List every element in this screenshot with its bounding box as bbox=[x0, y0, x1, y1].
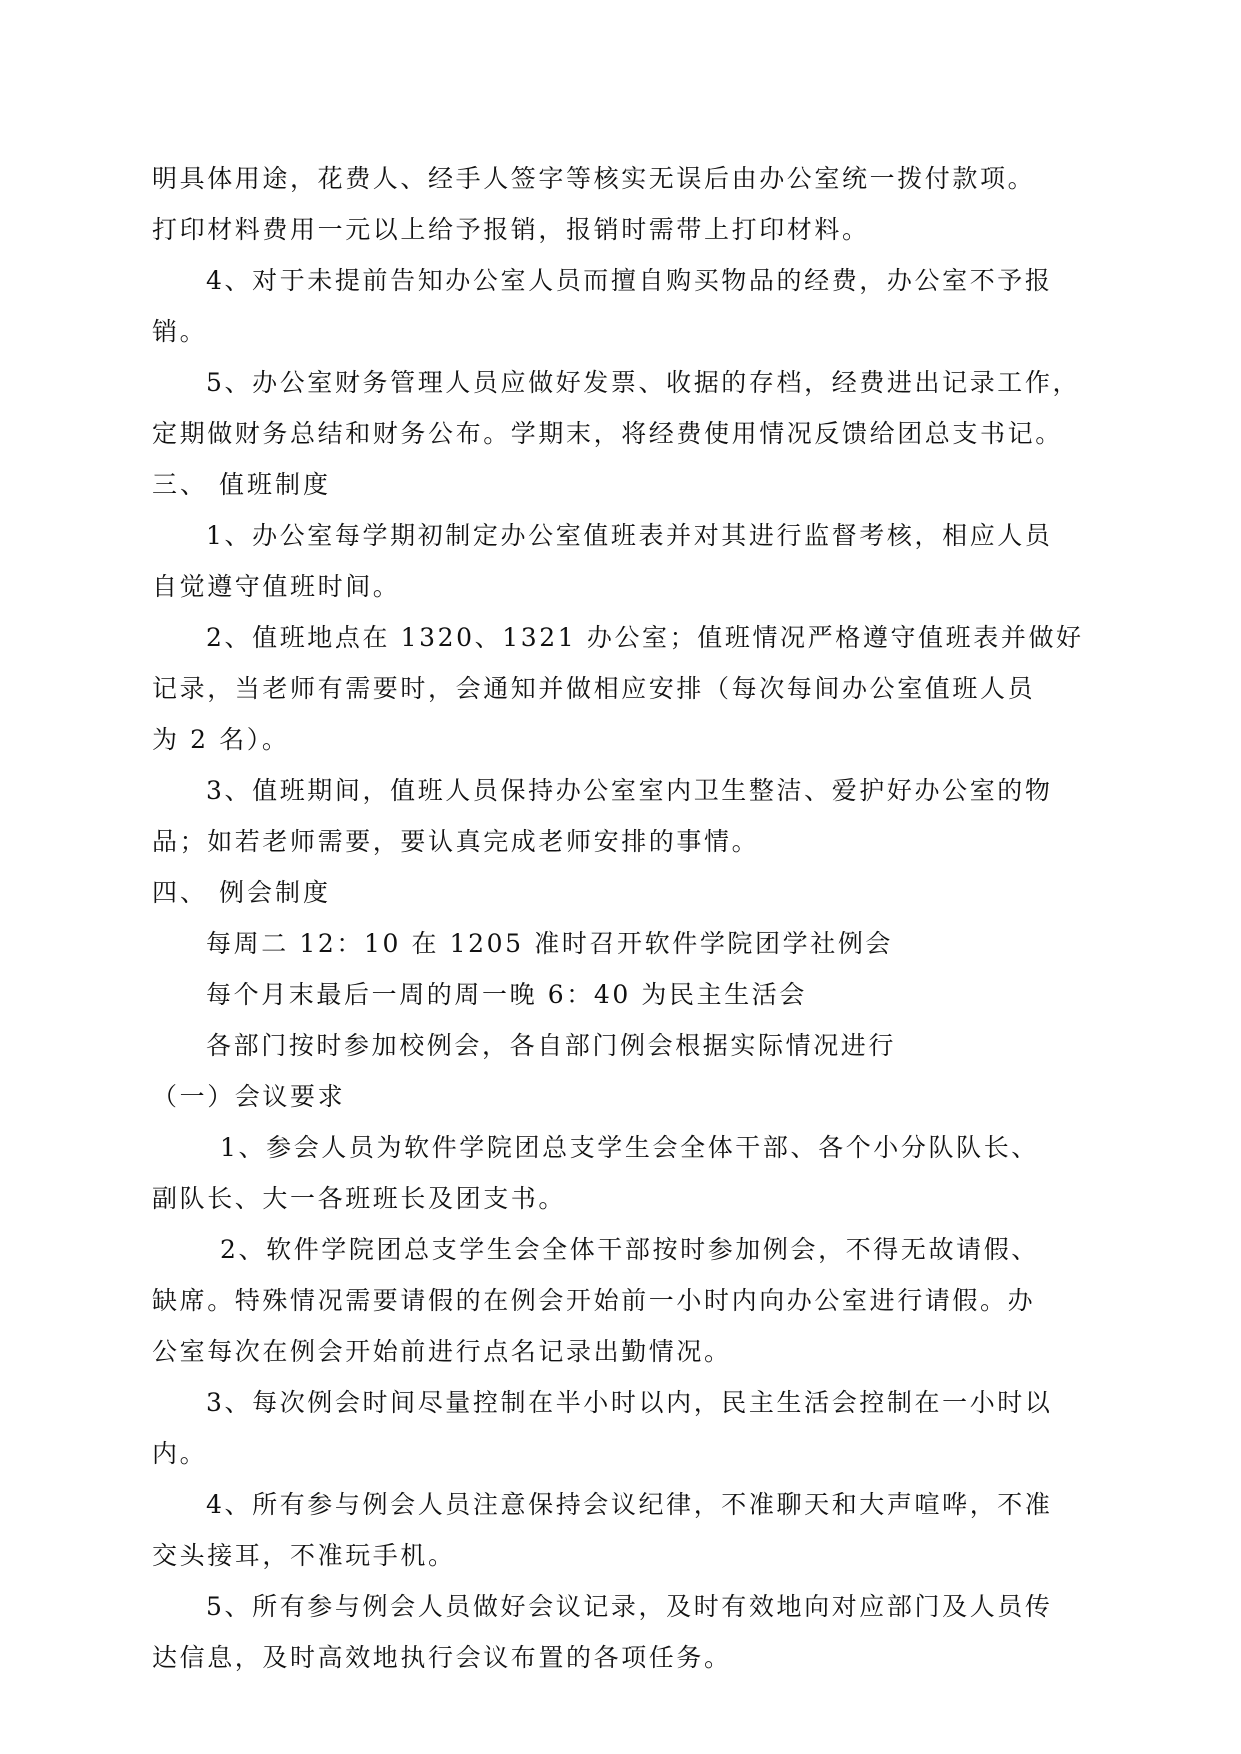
body-line: 明具体用途，花费人、经手人签字等核实无误后由办公室统一拨付款项。 bbox=[152, 164, 1036, 193]
body-line: 各部门按时参加校例会，各自部门例会根据实际情况进行 bbox=[206, 1031, 897, 1060]
body-line: 2、值班地点在 1320、1321 办公室；值班情况严格遵守值班表并做好 bbox=[206, 623, 1084, 652]
body-line: 5、办公室财务管理人员应做好发票、收据的存档，经费进出记录工作， bbox=[206, 368, 1081, 397]
subsection-heading: （一）会议要求 bbox=[152, 1082, 346, 1111]
body-line: 每个月末最后一周的周一晚 6：40 为民主生活会 bbox=[206, 980, 808, 1009]
body-line: 1、办公室每学期初制定办公室值班表并对其进行监督考核，相应人员 bbox=[206, 521, 1053, 550]
body-line: 每周二 12：10 在 1205 准时召开软件学院团学社例会 bbox=[206, 929, 894, 958]
body-line: 自觉遵守值班时间。 bbox=[152, 572, 401, 601]
body-line: 公室每次在例会开始前进行点名记录出勤情况。 bbox=[152, 1337, 732, 1366]
body-line: 记录，当老师有需要时，会通知并做相应安排（每次每间办公室值班人员 bbox=[152, 674, 1036, 703]
body-line: 达信息，及时高效地执行会议布置的各项任务。 bbox=[152, 1643, 732, 1672]
body-line: 为 2 名）。 bbox=[152, 725, 290, 754]
body-line: 3、每次例会时间尽量控制在半小时以内，民主生活会控制在一小时以 bbox=[206, 1388, 1053, 1417]
body-line: 内。 bbox=[152, 1439, 208, 1468]
body-line: 定期做财务总结和财务公布。学期末，将经费使用情况反馈给团总支书记。 bbox=[152, 419, 1063, 448]
body-line: 3、值班期间，值班人员保持办公室室内卫生整洁、爱护好办公室的物 bbox=[206, 776, 1053, 805]
body-line: 交头接耳，不准玩手机。 bbox=[152, 1541, 456, 1570]
body-line: 4、对于未提前告知办公室人员而擅自购买物品的经费，办公室不予报 bbox=[206, 266, 1053, 295]
body-line: 销。 bbox=[152, 317, 208, 346]
body-line: 品；如若老师需要，要认真完成老师安排的事情。 bbox=[152, 827, 760, 856]
section-heading-duty: 三、 值班制度 bbox=[152, 470, 331, 499]
body-line: 副队长、大一各班班长及团支书。 bbox=[152, 1184, 567, 1213]
body-line: 4、所有参与例会人员注意保持会议纪律，不准聊天和大声喧哗，不准 bbox=[206, 1490, 1053, 1519]
section-heading-meeting: 四、 例会制度 bbox=[152, 878, 331, 907]
body-line: 缺席。特殊情况需要请假的在例会开始前一小时内向办公室进行请假。办 bbox=[152, 1286, 1036, 1315]
body-line: 打印材料费用一元以上给予报销，报销时需带上打印材料。 bbox=[152, 215, 870, 244]
body-line: 5、所有参与例会人员做好会议记录，及时有效地向对应部门及人员传 bbox=[206, 1592, 1053, 1621]
body-line: 1、参会人员为软件学院团总支学生会全体干部、各个小分队队长、 bbox=[220, 1133, 1039, 1162]
body-line: 2、软件学院团总支学生会全体干部按时参加例会，不得无故请假、 bbox=[220, 1235, 1039, 1264]
